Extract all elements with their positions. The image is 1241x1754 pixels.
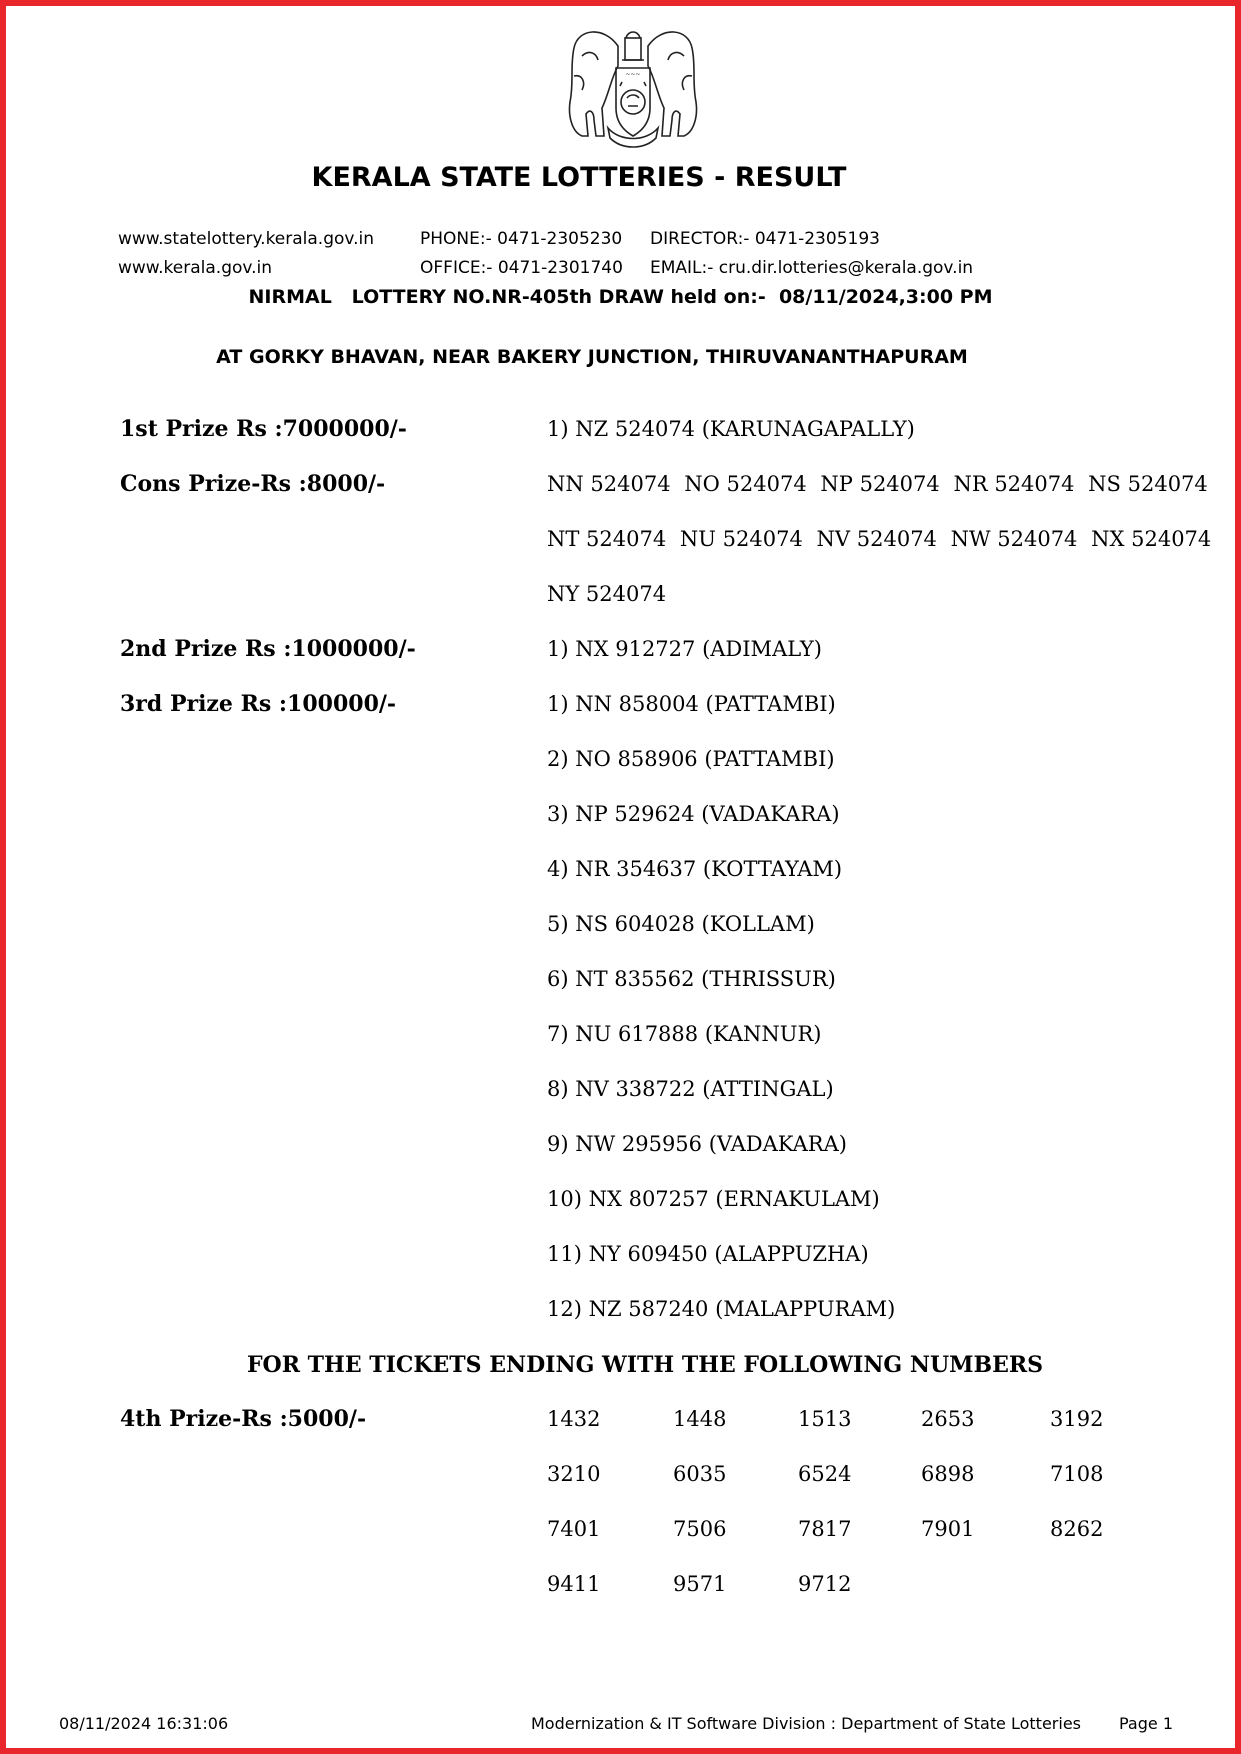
third-prize-winner: 11) NY 609450 (ALAPPUZHA) — [547, 1242, 869, 1266]
first-prize-winner: 1) NZ 524074 (KARUNAGAPALLY) — [547, 417, 915, 441]
cons-ticket: NU 524074 — [679, 527, 803, 551]
third-prize-winner: 8) NV 338722 (ATTINGAL) — [547, 1077, 834, 1101]
cons-ticket: NW 524074 — [950, 527, 1078, 551]
fourth-prize-number: 7817 — [798, 1517, 852, 1541]
fourth-prize-number: 3192 — [1050, 1407, 1104, 1431]
third-prize-winner: 6) NT 835562 (THRISSUR) — [547, 967, 836, 991]
cons-ticket: NS 524074 — [1088, 472, 1208, 496]
fourth-prize-number: 7108 — [1050, 1462, 1104, 1486]
fourth-prize-number: 1448 — [673, 1407, 727, 1431]
first-prize-label: 1st Prize Rs :7000000/- — [120, 416, 407, 442]
website-link-kerala[interactable]: www.kerala.gov.in — [118, 258, 273, 278]
cons-prize-label: Cons Prize-Rs :8000/- — [120, 471, 386, 497]
second-prize-winner: 1) NX 912727 (ADIMALY) — [547, 637, 822, 661]
fourth-prize-number: 9571 — [673, 1572, 727, 1596]
cons-ticket: NN 524074 — [547, 472, 671, 496]
third-prize-winner: 10) NX 807257 (ERNAKULAM) — [547, 1187, 880, 1211]
fourth-prize-number: 1513 — [798, 1407, 852, 1431]
third-prize-winner: 1) NN 858004 (PATTAMBI) — [547, 692, 836, 716]
second-prize-label: 2nd Prize Rs :1000000/- — [120, 636, 416, 662]
fourth-prize-number: 6524 — [798, 1462, 852, 1486]
cons-ticket: NY 524074 — [547, 582, 667, 606]
third-prize-label: 3rd Prize Rs :100000/- — [120, 691, 397, 717]
fourth-prize-label: 4th Prize-Rs :5000/- — [120, 1406, 367, 1432]
fourth-prize-number: 8262 — [1050, 1517, 1104, 1541]
director-phone: DIRECTOR:- 0471-2305193 — [650, 229, 880, 249]
phone-number: PHONE:- 0471-2305230 — [420, 229, 623, 249]
footer-page-number: Page 1 — [1119, 1714, 1173, 1733]
fourth-prize-number: 7401 — [547, 1517, 601, 1541]
draw-venue: AT GORKY BHAVAN, NEAR BAKERY JUNCTION, THIRUVANANTHAPURAM — [216, 346, 968, 368]
footer-timestamp: 08/11/2024 16:31:06 — [59, 1714, 229, 1733]
fourth-prize-number: 7901 — [921, 1517, 975, 1541]
fourth-prize-number: 6898 — [921, 1462, 975, 1486]
third-prize-winner: 4) NR 354637 (KOTTAYAM) — [547, 857, 843, 881]
cons-ticket: NP 524074 — [820, 472, 940, 496]
cons-ticket: NX 524074 — [1091, 527, 1212, 551]
fourth-prize-number: 9712 — [798, 1572, 852, 1596]
third-prize-winner: 5) NS 604028 (KOLLAM) — [547, 912, 815, 936]
third-prize-winner: 2) NO 858906 (PATTAMBI) — [547, 747, 835, 771]
cons-prize-row — [547, 472, 1215, 496]
cons-ticket: NV 524074 — [816, 527, 937, 551]
draw-info: NIRMAL LOTTERY NO.NR-405th DRAW held on:- 08/11/2024,3:00 PM — [248, 286, 993, 308]
third-prize-winner: 9) NW 295956 (VADAKARA) — [547, 1132, 847, 1156]
cons-prize-row — [547, 582, 673, 606]
office-phone: OFFICE:- 0471-2301740 — [420, 258, 623, 278]
fourth-prize-number: 6035 — [673, 1462, 727, 1486]
third-prize-winner: 3) NP 529624 (VADAKARA) — [547, 802, 840, 826]
fourth-prize-number: 1432 — [547, 1407, 601, 1431]
third-prize-winner: 7) NU 617888 (KANNUR) — [547, 1022, 822, 1046]
cons-ticket: NO 524074 — [684, 472, 807, 496]
fourth-prize-number: 3210 — [547, 1462, 601, 1486]
third-prize-winner: 12) NZ 587240 (MALAPPURAM) — [547, 1297, 896, 1321]
page-title: KERALA STATE LOTTERIES - RESULT — [311, 162, 847, 193]
email-address[interactable]: EMAIL:- cru.dir.lotteries@kerala.gov.in — [650, 258, 974, 278]
footer-division: Modernization & IT Software Division : Department of State Lotteries — [531, 1714, 1081, 1733]
cons-ticket: NT 524074 — [547, 527, 667, 551]
fourth-prize-number: 2653 — [921, 1407, 975, 1431]
svg-text:~~~: ~~~ — [625, 71, 641, 78]
ending-numbers-heading: FOR THE TICKETS ENDING WITH THE FOLLOWING NUMBERS — [246, 1352, 1044, 1378]
fourth-prize-number: 9411 — [547, 1572, 601, 1596]
cons-ticket: NR 524074 — [953, 472, 1075, 496]
website-link-statelottery[interactable]: www.statelottery.kerala.gov.in — [118, 229, 375, 249]
fourth-prize-number: 7506 — [673, 1517, 727, 1541]
kerala-emblem-icon — [560, 16, 706, 152]
cons-prize-row — [547, 527, 1218, 551]
